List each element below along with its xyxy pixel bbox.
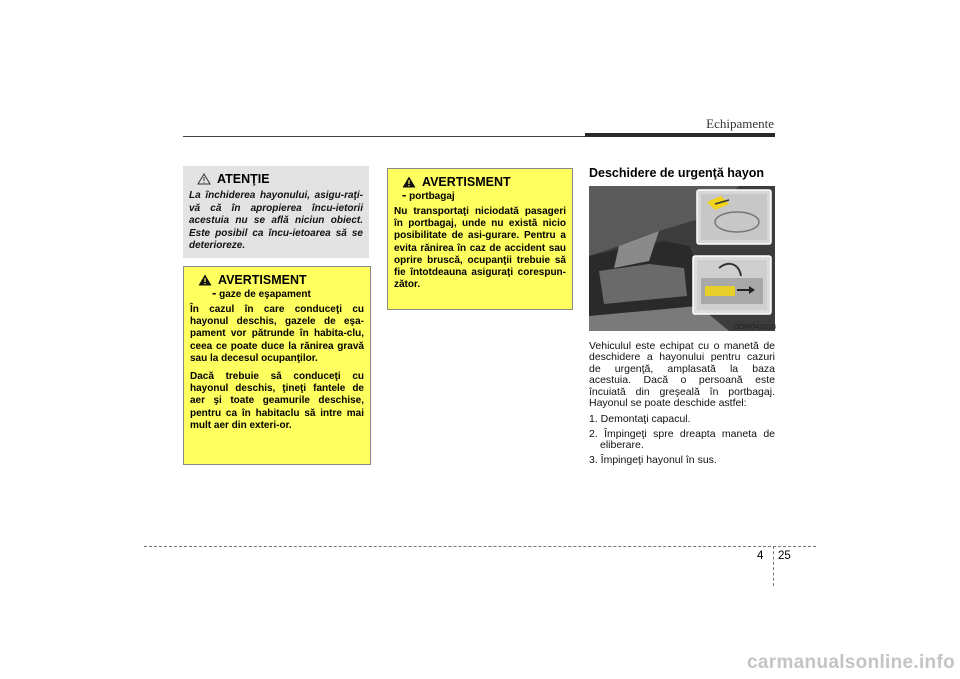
- footer-rule: [144, 546, 816, 547]
- caution-text: La închiderea hayonului, asigu-raţi-vă că în apropierea încu-ietorii acestuia nu se află niciun obiect. Este posibil ca încu-ietoarea să se deterioreze.: [189, 190, 363, 251]
- warning-trunk-text: Nu transportaţi niciodată pasageri în portbagaj, unde nu există nicio posibilitate de asi-gurare. Pentru a evita rănirea în caz de accident sau oprire bruscă, ocupanţii trebuie să fie întotdeauna asiguraţi corespun-zător.: [394, 206, 566, 291]
- tailgate-release-figure: [589, 186, 775, 331]
- warning-trunk-subtitle-line: [402, 189, 566, 203]
- header-rule-accent: [585, 133, 775, 137]
- footer-divider: [773, 546, 774, 586]
- warning-exhaust-subtitle: gaze de eşapament: [219, 289, 311, 300]
- warning-box-trunk: [387, 168, 573, 310]
- step-item: 3. Împingeţi hayonul în sus.: [589, 453, 717, 466]
- emergency-intro: Vehiculul este echipat cu o manetă de deschidere a hayonului pentru cazuri de urgenţă, amplasată la baza acestuia. Dacă o persoană este încuiată din greşeală în portbagaj. Hayonul se poate deschide astfel:: [589, 340, 775, 410]
- emergency-steps: [589, 414, 775, 466]
- chapter-number: 4: [757, 550, 764, 562]
- warning-exhaust-paragraph-2: Dacă trebuie să conduceţi cu hayonul deschis, ţineţi fantele de aer şi toate geamurile deschise, pentru ca în habitaclu să intre mai mult aer din exteri-or.: [190, 371, 364, 431]
- caution-title: ATENŢIE: [217, 172, 270, 186]
- caution-box: [183, 166, 369, 258]
- emergency-body: [589, 341, 775, 469]
- step-item: 1. Demontaţi capacul.: [589, 413, 691, 426]
- warning-trunk-subtitle: portbagaj: [409, 191, 455, 202]
- caution-header: [197, 172, 363, 186]
- warning-triangle-icon: [198, 274, 212, 286]
- warning-exhaust-header: [198, 273, 364, 287]
- tailgate-illustration: [589, 186, 775, 331]
- page-number: 25: [778, 550, 791, 562]
- emergency-section-heading: Deschidere de urgenţă hayon: [589, 166, 765, 180]
- watermark: carmanualsonline.info: [747, 652, 955, 673]
- warning-exhaust-title: AVERTISMENT: [218, 273, 307, 287]
- caution-triangle-icon: [197, 173, 211, 185]
- step-item: 2. Împingeţi spre dreapta maneta de eliberare.: [589, 427, 775, 452]
- warning-exhaust-subtitle-line: [212, 287, 364, 301]
- header-section-title: Echipamente: [706, 116, 774, 131]
- figure-code: ODM042018: [733, 322, 776, 331]
- warning-trunk-title: AVERTISMENT: [422, 175, 511, 189]
- warning-exhaust-dash: -: [212, 285, 217, 300]
- warning-trunk-dash: -: [402, 187, 407, 202]
- warning-exhaust-paragraph-1: În cazul în care conduceţi cu hayonul deschis, gazele de eşa-pament vor pătrunde în habita-clu, ceea ce poate duce la rănirea gravă sau la decesul ocupanţilor.: [190, 304, 364, 364]
- warning-box-exhaust: [183, 266, 371, 465]
- warning-trunk-header: [402, 175, 566, 189]
